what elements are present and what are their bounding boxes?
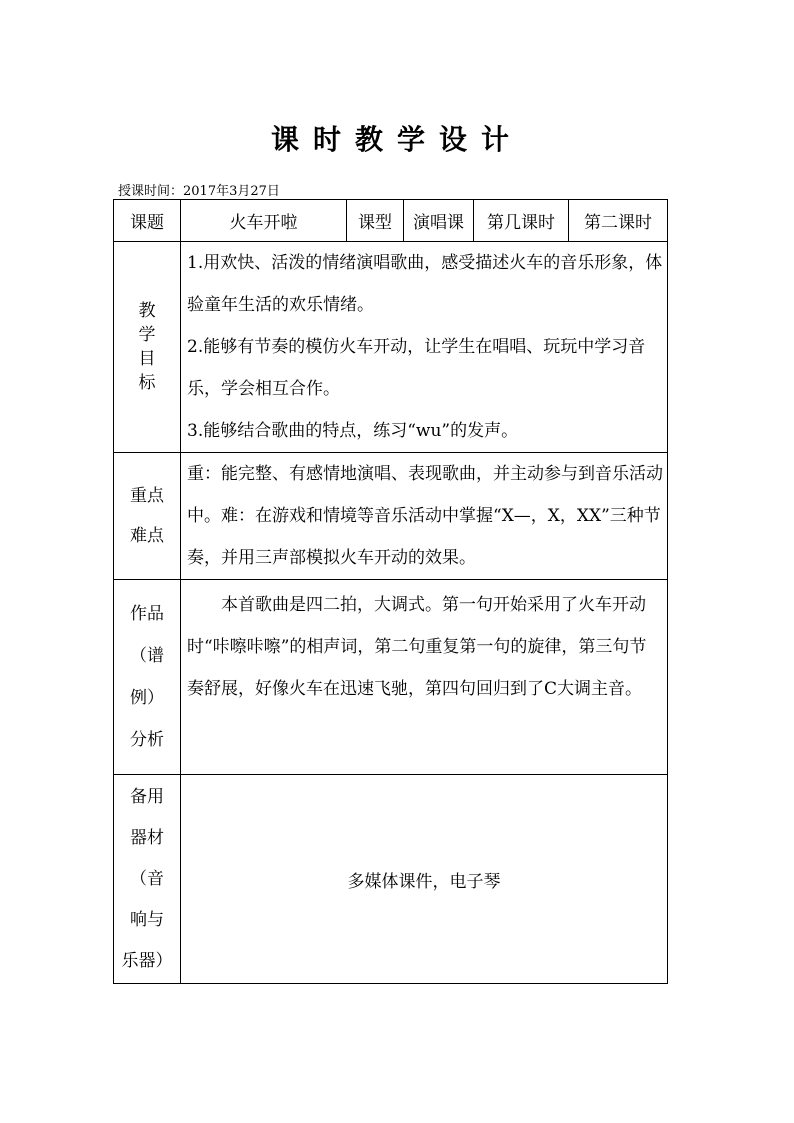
equipment-row: [114, 775, 668, 984]
header-row: [114, 200, 668, 242]
key-points-row: [114, 453, 668, 580]
objectives-label-char: 学: [138, 325, 156, 345]
objectives-label-char: 教: [138, 301, 156, 321]
equipment-label-line: （音: [130, 868, 164, 889]
equipment-content: 多媒体课件，电子琴: [181, 775, 668, 984]
key-points-label-line: 重点: [130, 486, 164, 506]
type-value: 演唱课: [404, 200, 474, 242]
objective-item: 3.能够结合歌曲的特点，练习“wu”的发声。: [187, 421, 519, 441]
analysis-label-line: 例）: [130, 688, 164, 708]
lesson-date: 授课时间：2017年3月27日: [118, 184, 280, 199]
equipment-label-line: 乐器）: [121, 950, 173, 971]
analysis-label-line: 作品: [130, 604, 164, 624]
objectives-row: [114, 242, 668, 453]
lesson-plan-table: [113, 199, 668, 984]
equipment-label-line: 备用: [130, 786, 164, 807]
equipment-label-line: 器材: [130, 827, 164, 848]
key-points-content: [181, 453, 668, 580]
document-title: 课时教学设计: [270, 123, 523, 156]
period-value: 第二课时: [569, 200, 668, 242]
analysis-content: [181, 580, 668, 775]
analysis-text: 本首歌曲是四二拍，大调式。第一句开始采用了火车开动时“咔嚓咔嚓”的相声词，第二句重复第一句的旋律，第三句节奏舒展，好像火车在迅速飞驰，第四句回归到了C大调主音。: [187, 595, 647, 699]
period-label: 第几课时: [474, 200, 569, 242]
objectives-label-char: 目: [138, 349, 156, 369]
key-points-label: [114, 453, 181, 580]
objective-item: 2.能够有节奏的模仿火车开动，让学生在唱唱、玩玩中学习音乐，学会相互合作。: [187, 337, 646, 399]
topic-label: 课题: [114, 200, 181, 242]
analysis-label-line: 分析: [130, 730, 164, 750]
analysis-label-line: （谱: [130, 646, 164, 666]
objectives-label: [114, 242, 181, 453]
objective-item: 1.用欢快、活泼的情绪演唱歌曲，感受描述火车的音乐形象，体验童年生活的欢乐情绪。: [187, 253, 663, 315]
objectives-content: [181, 242, 668, 453]
equipment-label-line: 响与: [130, 909, 164, 930]
analysis-row: [114, 580, 668, 775]
key-points-text: 重：能完整、有感情地演唱、表现歌曲，并主动参与到音乐活动中。难：在游戏和情境等音乐活动中掌握“X—，X，XX”三种节奏，并用三声部模拟火车开动的效果。: [187, 464, 663, 568]
objectives-label-char: 标: [138, 373, 156, 393]
key-points-label-line: 难点: [130, 526, 164, 546]
equipment-label: [114, 775, 181, 984]
type-label: 课型: [347, 200, 404, 242]
topic-value: 火车开啦: [181, 200, 347, 242]
analysis-label: [114, 580, 181, 775]
